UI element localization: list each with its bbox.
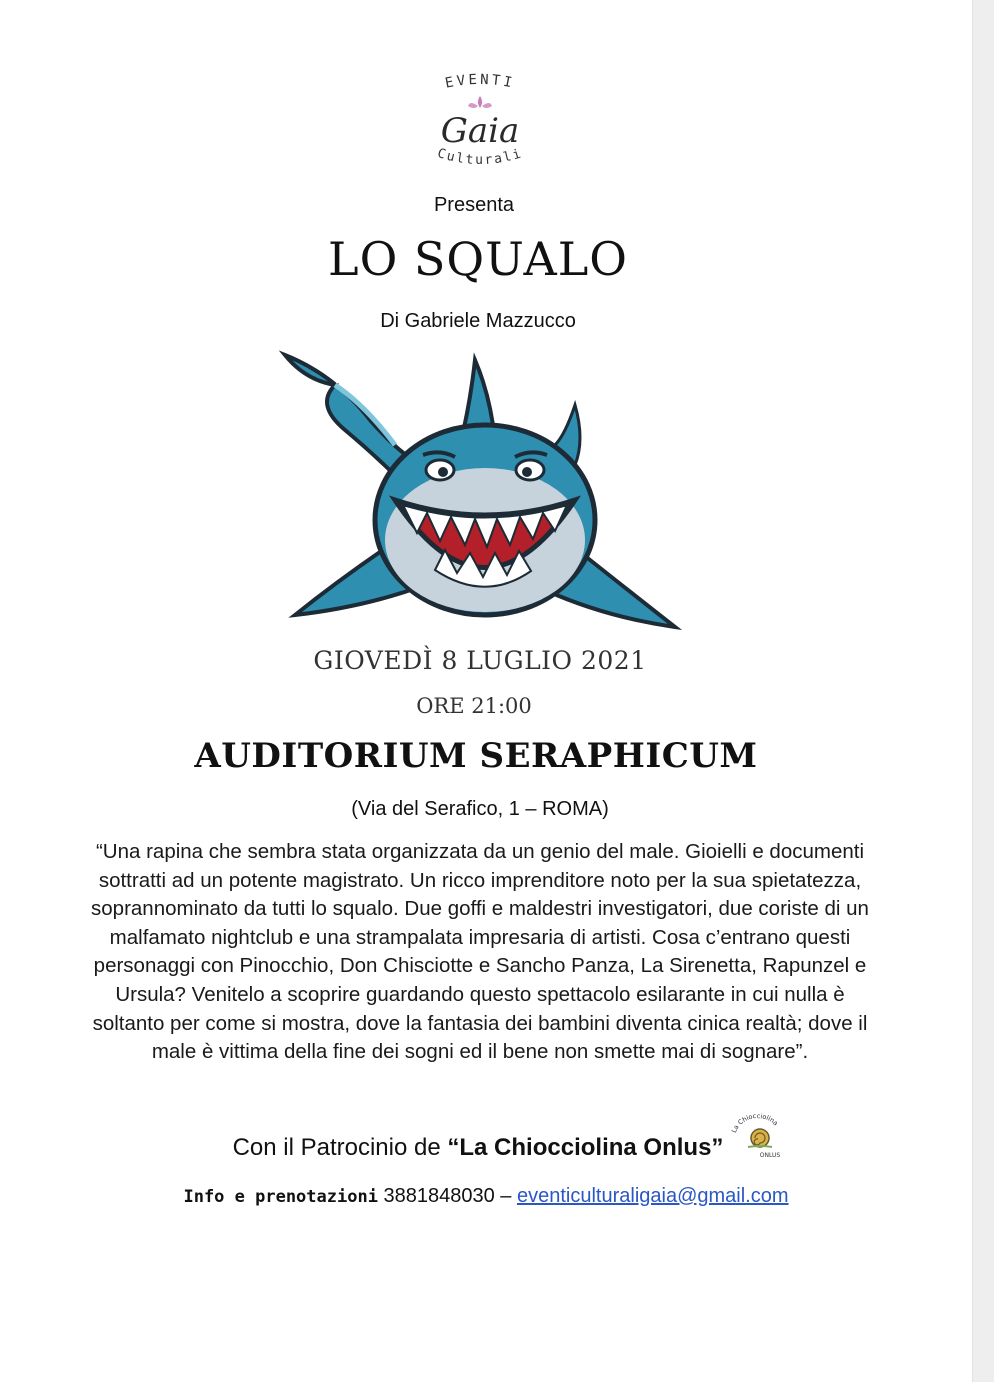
logo-script-text: Gaia [440,111,520,151]
scrollbar-track[interactable] [972,0,994,1382]
event-address: (Via del Serafico, 1 – ROMA) [351,798,609,820]
logo-bottom-text: Culturali [435,146,525,168]
shark-illustration [275,345,685,635]
snail-icon [748,1129,772,1147]
event-time: ORE 21:00 [416,694,532,718]
email-link[interactable]: eventiculturaligaia@gmail.com [516,1185,789,1207]
info-phone[interactable]: 3881848030 [383,1185,495,1207]
show-description: “Una rapina che sembra stata organizzata da un genio del male. Gioielli e documenti sottratti ad un potente magistrato. Un ricco imprenditore noto per la sua spietatezza, soprannominato da tutti lo squalo. Due goffi e maldestri investigatori, due coriste di un malfamato nightclub e una strampalata impresaria di artisti. Cosa c’entrano questi personaggi con Pinocchio, Don Chisciotte e Sancho Panza, La Sirenetta, Rapunzel e Ursula? Venitelo a scoprire guardando questo spettacolo esilarante in cui nulla è soltanto per come si mostra, dove la fantasia dei bambini diventa cinica realtà; dove il male è vittima della fine dei sogni ed il bene non smette mai di sognare”. [91,840,869,1064]
lotus-icon [468,96,492,108]
patronage-line [0,1134,964,1162]
logo-top-text: EVENTI [443,72,517,92]
patronage-name: “La Chiocciolina Onlus” [447,1134,724,1161]
info-separator: – [500,1185,512,1207]
event-venue: AUDITORIUM SERAPHICUM [194,736,758,776]
info-label: Info e prenotazioni [183,1187,378,1207]
chiocciolina-logo-text: La Chiocciolina [729,1112,780,1135]
info-line [0,1185,972,1208]
patronage-prefix: Con il Patrocinio de [232,1134,441,1161]
svg-text:EVENTI [444,72,517,92]
chiocciolina-logo-sub: ONLUS [759,1152,781,1159]
author-line: Di Gabriele Mazzucco [380,310,576,332]
presents-label: Presenta [433,194,515,216]
show-title: LO SQUALO [328,232,628,286]
chiocciolina-logo [728,1112,784,1160]
event-date: GIOVEDÌ 8 LUGLIO 2021 [313,646,647,675]
gaia-logo [405,72,555,182]
